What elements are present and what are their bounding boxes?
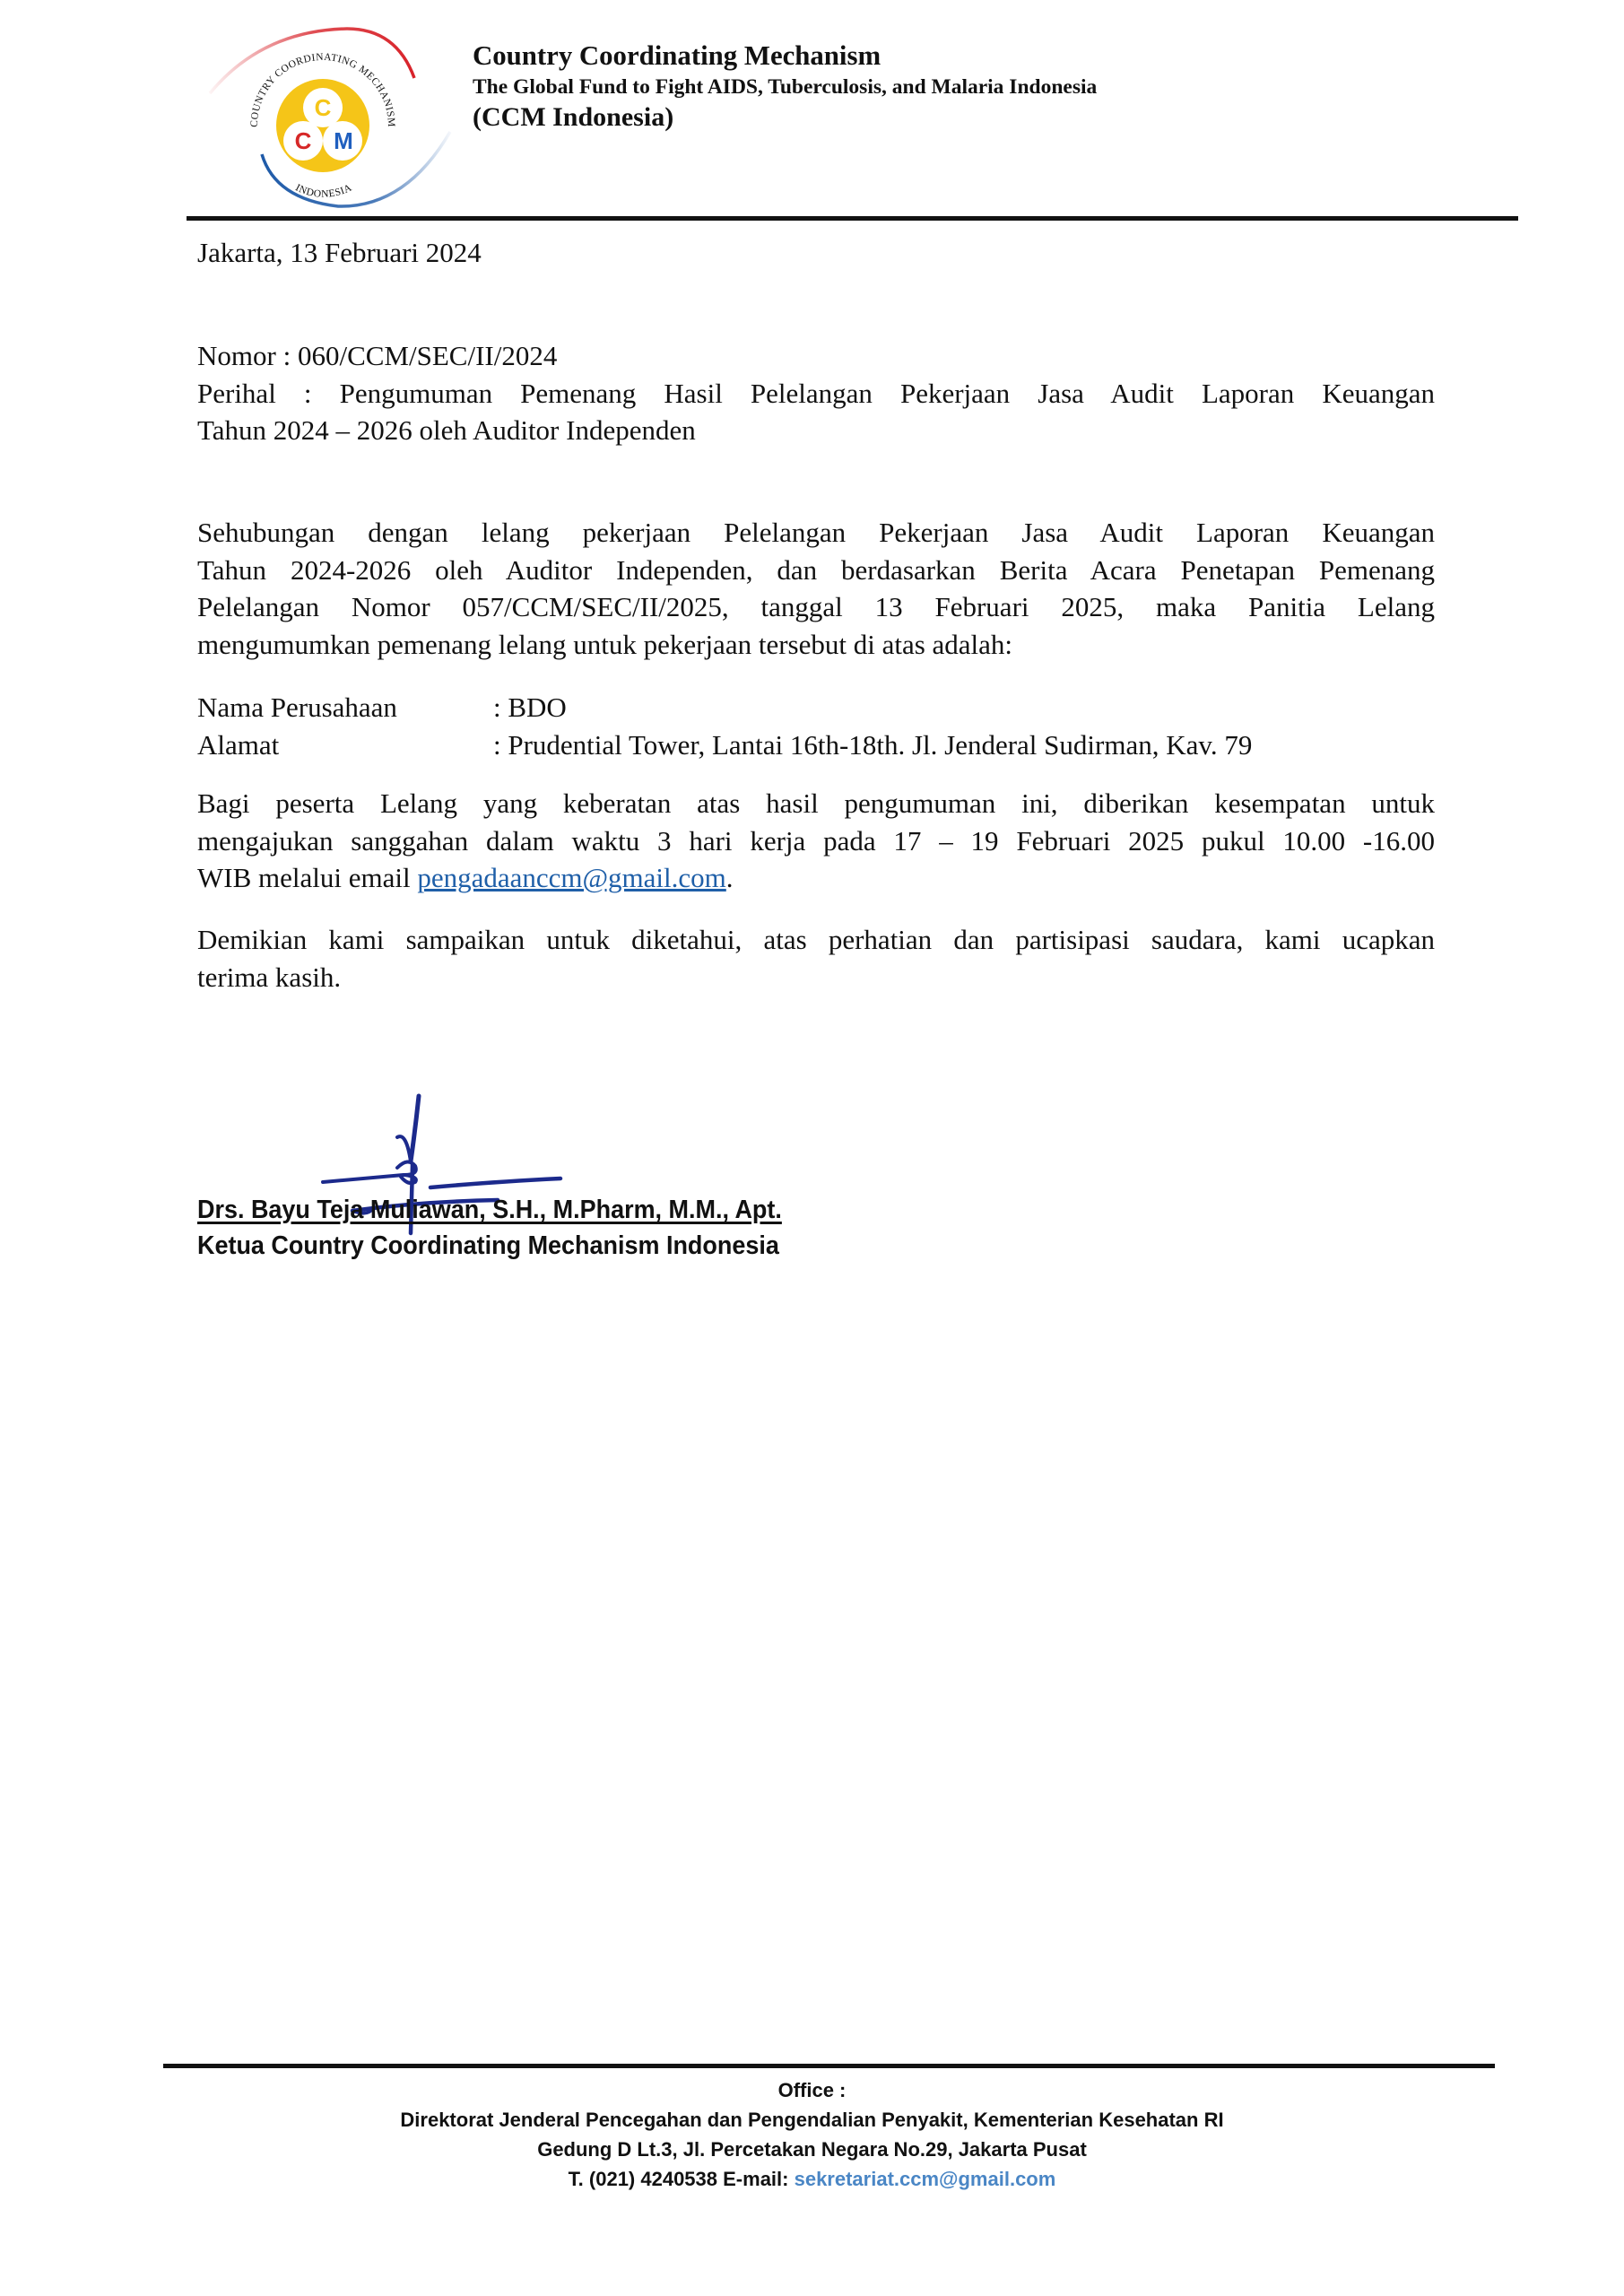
paragraph-line: terima kasih.: [197, 961, 342, 993]
signatory-title: Ketua Country Coordinating Mechanism Indonesia: [197, 1231, 779, 1260]
footer-email[interactable]: sekretariat.ccm@gmail.com: [794, 2168, 1056, 2190]
paragraph-line: Demikian kami sampaikan untuk diketahui, atas perhatian dan partisipasi saudara, kami ucapkan: [197, 924, 1435, 955]
perihal-line: Perihal : Pengumuman Pemenang Hasil Pelelangan Pekerjaan Jasa Audit Laporan Keuangan: [197, 377, 1435, 409]
nomor-line: Nomor : 060/CCM/SEC/II/2024: [197, 340, 558, 371]
paragraph-line: [197, 859, 1435, 897]
paragraph-line: Sehubungan dengan lelang pekerjaan Pelelangan Pekerjaan Jasa Audit Laporan Keuangan: [197, 517, 1435, 548]
address-label: Alamat: [197, 728, 280, 761]
paragraph-line: Bagi peserta Lelang yang keberatan atas hasil pengumuman ini, diberikan kesempatan untuk: [197, 787, 1435, 819]
place-date: Jakarta, 13 Februari 2024: [197, 237, 482, 268]
paragraph-closing: [197, 921, 1435, 996]
letterhead-subtitle: The Global Fund to Fight AIDS, Tuberculosis, and Malaria Indonesia: [473, 75, 1098, 99]
logo-letter-m: M: [334, 127, 353, 154]
footer-contact: [0, 2168, 1624, 2191]
ccm-logo-graphic: [190, 20, 459, 213]
letterhead-title: Country Coordinating Mechanism: [473, 39, 881, 71]
winner-company-row: [197, 689, 1435, 726]
signature-graphic: [318, 1076, 641, 1256]
logo-letter-c: C: [294, 127, 312, 154]
company-label: Nama Perusahaan: [197, 691, 397, 723]
footer-office-name: Direktorat Jenderal Pencegahan dan Pengendalian Penyakit, Kementerian Kesehatan RI: [400, 2109, 1224, 2131]
paragraph-line: Tahun 2024-2026 oleh Auditor Independen, dan berdasarkan Berita Acara Penetapan Pemenang: [197, 553, 1435, 586]
company-value: : BDO: [493, 691, 567, 723]
ccm-logo: [190, 20, 459, 213]
signatory-name: Drs. Bayu Teja Muliawan, S.H., M.Pharm, M.M., Apt.: [197, 1196, 782, 1224]
paragraph-announcement: [197, 514, 1435, 663]
footer-phone: T. (021) 4240538 E-mail:: [568, 2168, 795, 2190]
handwritten-signature: [318, 1076, 641, 1256]
perihal-label: Perihal: [197, 377, 276, 409]
procurement-email-link[interactable]: pengadaanccm@gmail.com: [417, 862, 726, 893]
header-divider: [187, 216, 1518, 221]
paragraph-text: WIB melalui email: [197, 862, 418, 893]
winner-details: [197, 689, 1435, 763]
letterhead-abbreviation: (CCM Indonesia): [473, 102, 674, 132]
reference-block: [197, 337, 1435, 449]
winner-address-row: [197, 726, 1435, 764]
logo-ring-text-bottom: INDONESIA: [293, 182, 354, 200]
paragraph-line: Pelelangan Nomor 057/CCM/SEC/II/2025, tanggal 13 Februari 2025, maka Panitia Lelang: [197, 591, 1435, 622]
paragraph-objection: [197, 785, 1435, 897]
footer-office-address: Gedung D Lt.3, Jl. Percetakan Negara No.29, Jakarta Pusat: [537, 2138, 1087, 2161]
logo-letter-c-top: C: [314, 94, 332, 121]
footer-office-label: Office :: [777, 2079, 847, 2101]
perihal-text-1: Pengumuman Pemenang Hasil Pelelangan Pekerjaan Jasa Audit Laporan Keuangan: [339, 377, 1435, 409]
footer-divider: [163, 2064, 1495, 2068]
paragraph-text: .: [725, 862, 734, 893]
nomor-label: Nomor: [197, 340, 276, 371]
paragraph-line: mengajukan sanggahan dalam waktu 3 hari kerja pada 17 – 19 Februari 2025 pukul 10.00 -16.00: [197, 824, 1435, 857]
paragraph-line: mengumumkan pemenang lelang untuk pekerjaan tersebut di atas adalah:: [197, 628, 1013, 660]
logo-ring-text-top: COUNTRY COORDINATING MECHANISM: [248, 51, 397, 128]
perihal-text-2: Tahun 2024 – 2026 oleh Auditor Independen: [197, 414, 696, 446]
address-value: : Prudential Tower, Lantai 16th-18th. Jl. Jenderal Sudirman, Kav. 79: [493, 728, 1253, 761]
nomor-value: 060/CCM/SEC/II/2024: [297, 340, 558, 371]
